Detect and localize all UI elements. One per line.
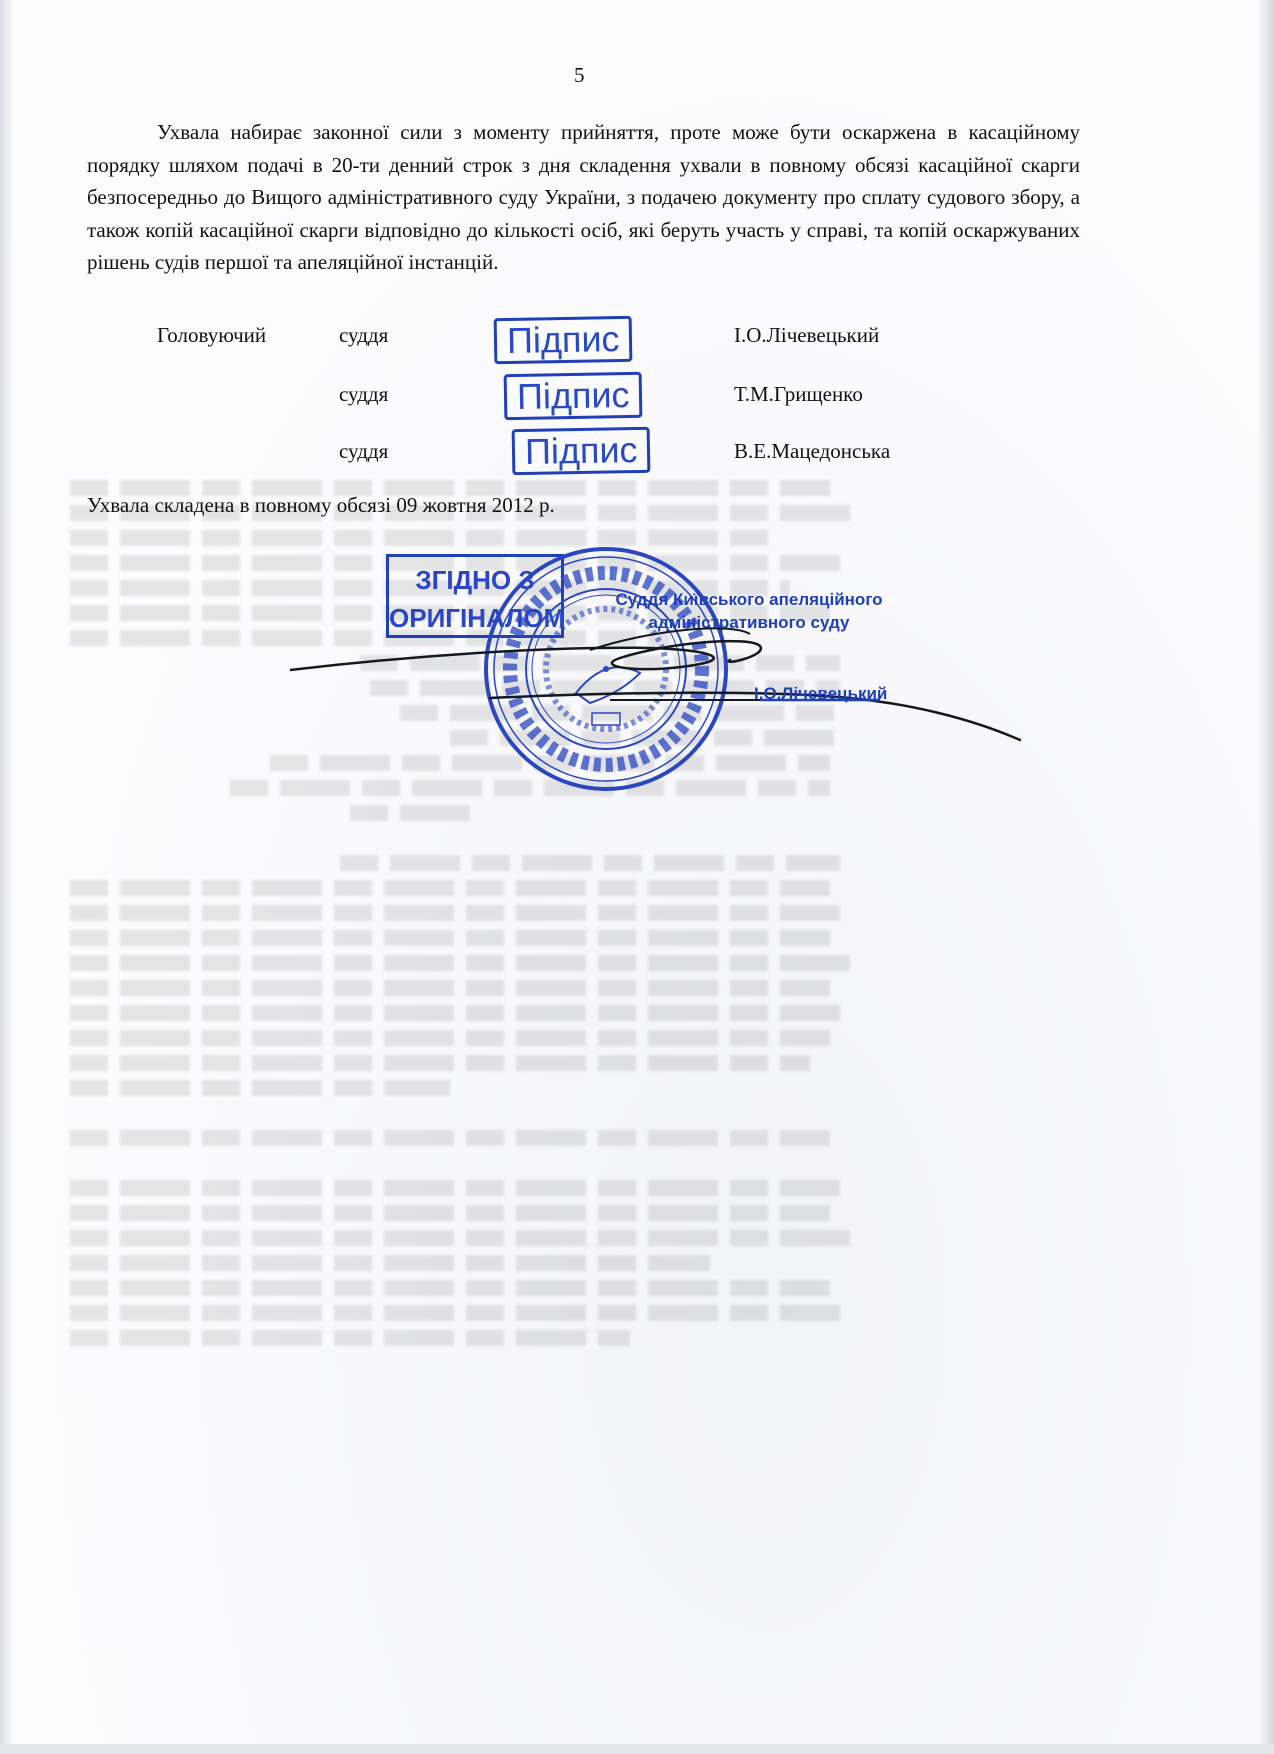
scan-edge-right <box>1258 0 1274 1754</box>
signature-stamp-2: Підпис <box>504 372 643 420</box>
certifying-judge-title-line2: адміністративного суду <box>648 613 850 632</box>
scan-edge-bottom <box>0 1744 1274 1754</box>
page-number: 5 <box>574 63 585 87</box>
true-copy-stamp-line1: ЗГІДНО З <box>415 565 535 595</box>
judge-label-1: суддя <box>339 323 389 347</box>
judge-name-1: І.О.Лічевецький <box>734 323 880 347</box>
presiding-label: Головуючий <box>157 323 267 347</box>
judge-label-3: суддя <box>339 439 389 463</box>
certifying-judge-title-line1: Суддя Київського апеляційного <box>615 590 883 609</box>
signature-stamp-3: Підпис <box>512 427 651 475</box>
judge-label-2: суддя <box>339 382 389 406</box>
judge-name-2: Т.М.Грищенко <box>734 382 863 406</box>
completion-date-line: Ухвала складена в повному обсязі 09 жовтня 2012 р. <box>87 493 555 517</box>
scan-edge-left <box>0 0 12 1754</box>
certifying-judge-name: І.О.Лічевецький <box>754 684 888 703</box>
true-copy-stamp-line2: ОРИГІНАЛОМ <box>389 603 566 633</box>
signature-stamp-1: Підпис <box>494 316 633 364</box>
judge-name-3: В.Е.Мацедонська <box>734 439 891 463</box>
handwritten-signature <box>290 600 1030 750</box>
ruling-paragraph: Ухвала набирає законної сили з моменту прийняття, проте може бути оскаржена в касаційному порядку шляхом подачі в 20-ти денний строк з дня складення ухвали в повному обсязі касаційної скарги безпосередньо до Вищого адміністративного суду України, з подачею документу про сплату судового збору, а також копій касаційної скарги відповідно до кількості осіб, які беруть участь у справі, та копій оскаржуваних рішень судів першої та апеляційної інстанцій. <box>87 120 1080 274</box>
